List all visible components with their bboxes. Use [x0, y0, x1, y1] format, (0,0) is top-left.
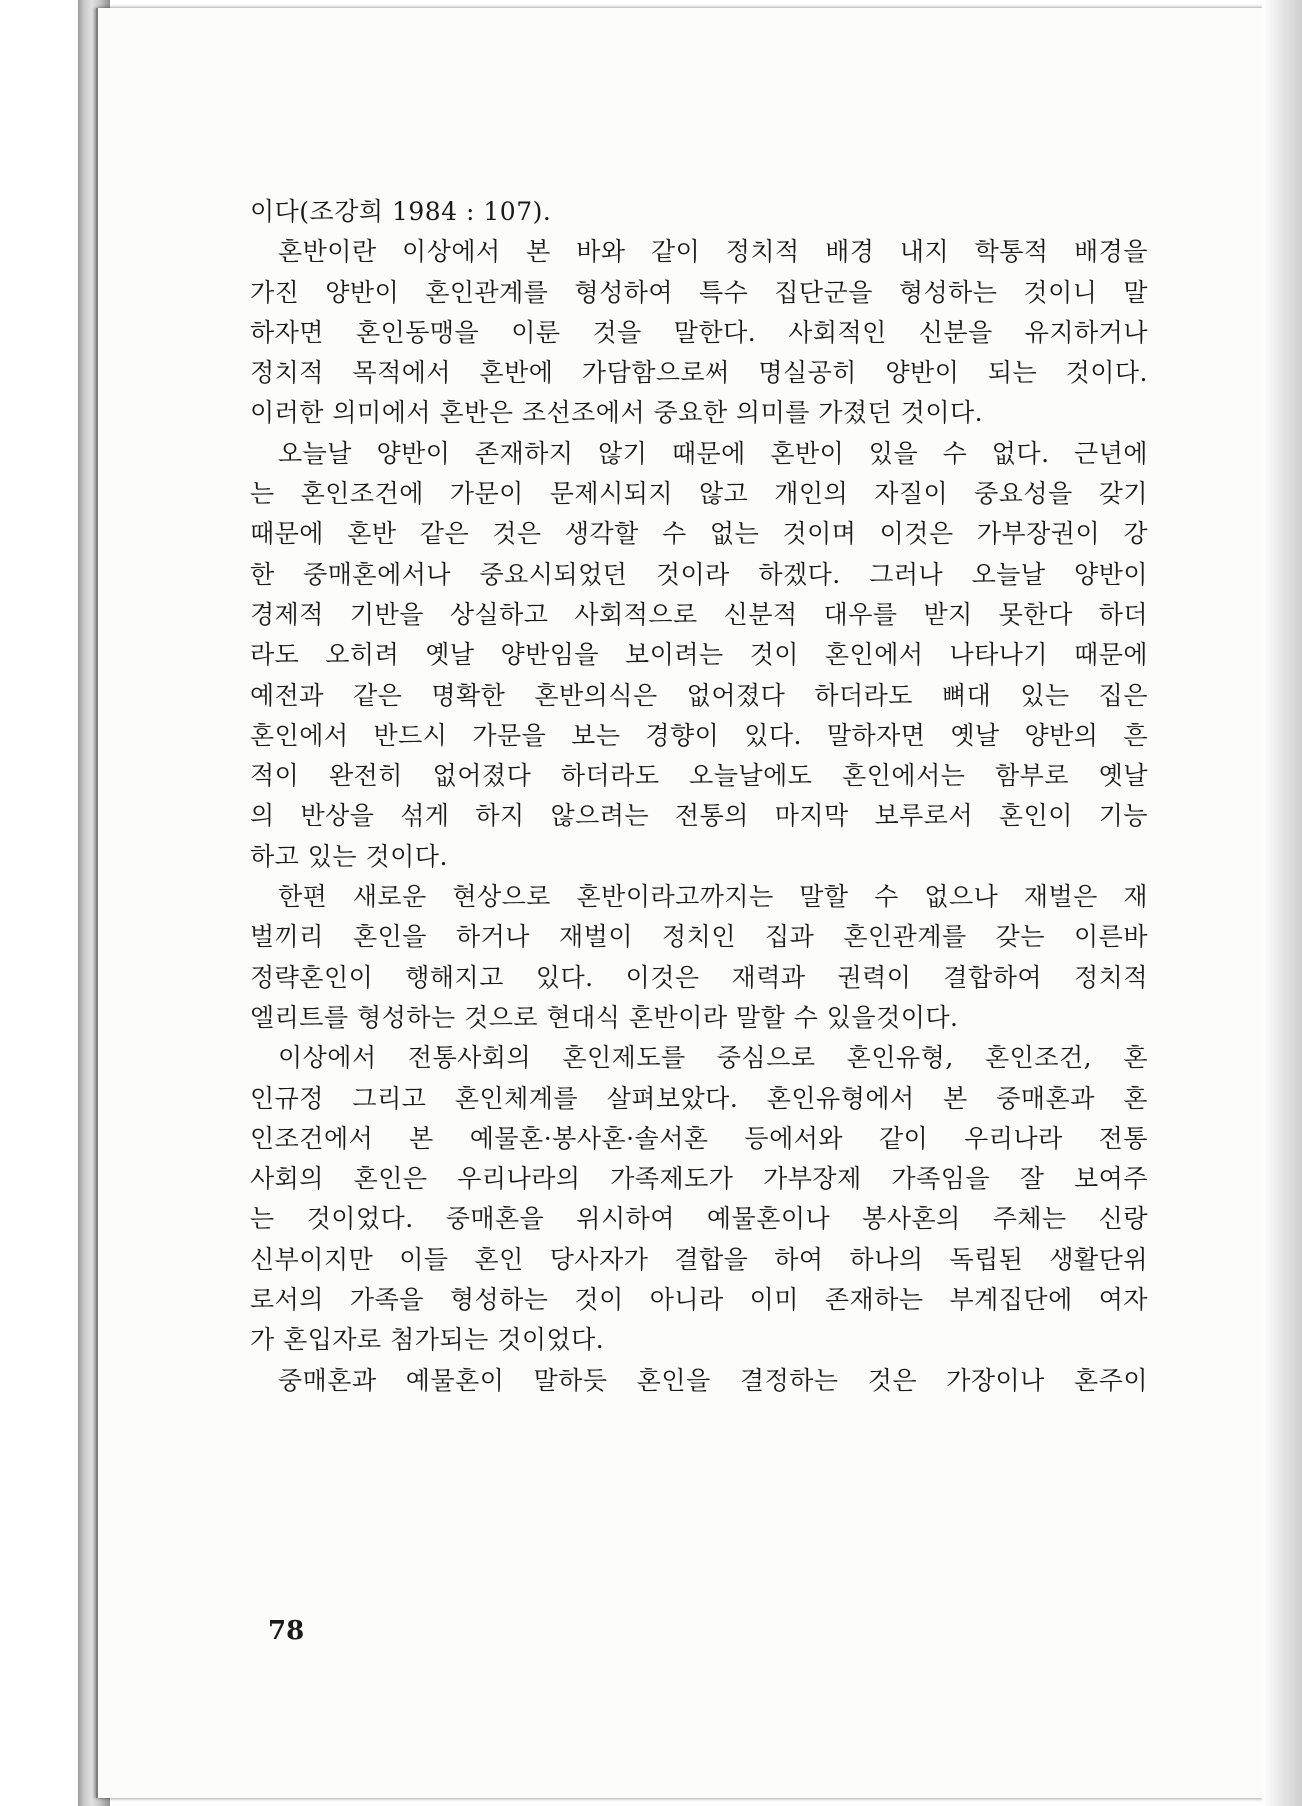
text-line: 사회의 혼인은 우리나라의 가족제도가 가부장제 가족임을 잘 보여주 [250, 1164, 1148, 1194]
text-line: 가진 양반이 혼인관계를 형성하여 특수 집단군을 형성하는 것이니 말 [250, 277, 1148, 307]
text-line: 가 혼입자로 첨가되는 것이었다. [250, 1325, 605, 1355]
text-line: 이상에서 전통사회의 혼인제도를 중심으로 혼인유형, 혼인조건, 혼 [278, 1043, 1148, 1073]
text-line: 정치적 목적에서 혼반에 가담함으로써 명실공히 양반이 되는 것이다. [250, 358, 1148, 388]
body-text [250, 192, 1148, 1401]
text-line: 는 혼인조건에 가문이 문제시되지 않고 개인의 자질이 중요성을 갖기 [250, 479, 1148, 509]
page-number: 78 [268, 1616, 305, 1646]
text-line: 하자면 혼인동맹을 이룬 것을 말한다. 사회적인 신분을 유지하거나 [250, 317, 1148, 347]
text-line: 경제적 기반을 상실하고 사회적으로 신분적 대우를 받지 못한다 하더 [250, 599, 1148, 629]
text-line: 정략혼인이 행해지고 있다. 이것은 재력과 권력이 결합하여 정치적 [250, 962, 1148, 992]
text-line: 한 중매혼에서나 중요시되었던 것이라 하겠다. 그러나 오늘날 양반이 [250, 559, 1148, 589]
text-line: 신부이지만 이들 혼인 당사자가 결합을 하여 하나의 독립된 생활단위 [250, 1244, 1148, 1274]
text-line: 혼반이란 이상에서 본 바와 같이 정치적 배경 내지 학통적 배경을 [278, 237, 1148, 267]
text-line: 한편 새로운 현상으로 혼반이라고까지는 말할 수 없으나 재벌은 재 [278, 882, 1148, 912]
page-right-shadow [1262, 0, 1302, 1806]
text-line: 중매혼과 예물혼이 말하듯 혼인을 결정하는 것은 가장이나 혼주이 [278, 1365, 1148, 1395]
text-line: 예전과 같은 명확한 혼반의식은 없어졌다 하더라도 뼈대 있는 집은 [250, 680, 1148, 710]
text-line: 는 것이었다. 중매혼을 위시하여 예물혼이나 봉사혼의 주체는 신랑 [250, 1204, 1148, 1234]
text-line: 엘리트를 형성하는 것으로 현대식 혼반이라 말할 수 있을것이다. [250, 1002, 959, 1032]
text-line: 로서의 가족을 형성하는 것이 아니라 이미 존재하는 부계집단에 여자 [250, 1285, 1148, 1315]
text-line: 때문에 혼반 같은 것은 생각할 수 없는 것이며 이것은 가부장권이 강 [250, 519, 1148, 549]
text-line: 혼인에서 반드시 가문을 보는 경향이 있다. 말하자면 옛날 양반의 흔 [250, 720, 1148, 750]
text-line: 의 반상을 섞게 하지 않으려는 전통의 마지막 보루로서 혼인이 기능 [250, 801, 1148, 831]
text-line: 인조건에서 본 예물혼·봉사혼·솔서혼 등에서와 같이 우리나라 전통 [250, 1123, 1148, 1153]
text-line: 벌끼리 혼인을 하거나 재벌이 정치인 집과 혼인관계를 갖는 이른바 [250, 922, 1148, 952]
text-line: 이러한 의미에서 혼반은 조선조에서 중요한 의미를 가졌던 것이다. [250, 398, 984, 428]
text-line: 하고 있는 것이다. [250, 841, 448, 871]
text-line: 이다(조강희 1984 : 107). [250, 197, 552, 226]
text-line: 적이 완전히 없어졌다 하더라도 오늘날에도 혼인에서는 함부로 옛날 [250, 761, 1148, 791]
text-line: 오늘날 양반이 존재하지 않기 때문에 혼반이 있을 수 없다. 근년에 [278, 438, 1148, 468]
text-line: 라도 오히려 옛날 양반임을 보이려는 것이 혼인에서 나타나기 때문에 [250, 640, 1148, 670]
text-line: 인규정 그리고 혼인체계를 살펴보았다. 혼인유형에서 본 중매혼과 혼 [250, 1083, 1148, 1113]
